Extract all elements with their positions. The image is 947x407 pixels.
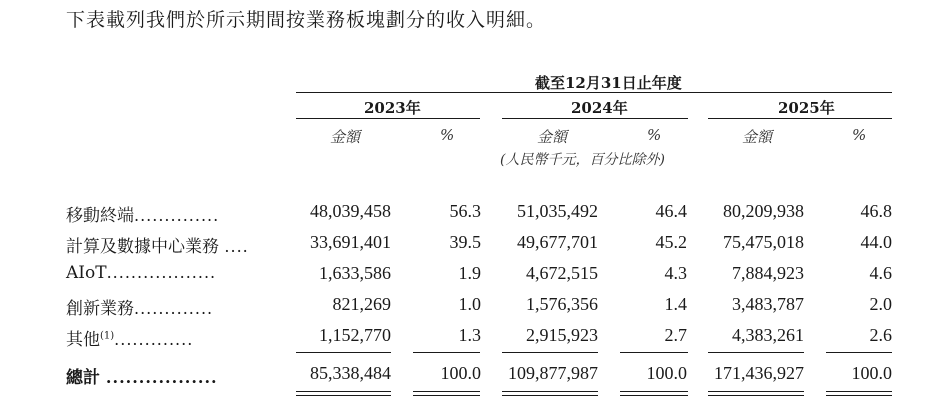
subtotal-rule — [708, 352, 804, 353]
cell: 4.6 — [869, 263, 892, 283]
unit-note: (人民幣千元，百分比除外) — [500, 152, 665, 168]
total-double-rule — [826, 391, 892, 392]
cell: 2.0 — [869, 294, 892, 314]
cell: 1.3 — [458, 325, 481, 345]
total-double-rule — [708, 391, 804, 392]
year-rule-2024 — [502, 118, 688, 119]
row-label-total: 總計 ................. — [66, 368, 218, 388]
subtotal-rule — [826, 352, 892, 353]
year-2024: 2024年 — [571, 99, 628, 117]
pct-header-2024: % — [647, 126, 662, 144]
total-double-rule — [620, 391, 688, 392]
cell: 46.4 — [655, 201, 687, 221]
row-label-mobile: 移動終端.............. — [66, 206, 220, 226]
subtotal-rule — [620, 352, 688, 353]
footnote-marker: (1) — [100, 330, 115, 342]
pct-header-2023: % — [440, 126, 455, 144]
total-double-rule — [502, 391, 598, 392]
cell: 46.8 — [860, 201, 892, 221]
year-rule-2023 — [296, 118, 480, 119]
total-cell: 100.0 — [440, 363, 481, 383]
cell: 51,035,492 — [517, 201, 598, 221]
period-header: 截至12月31日止年度 — [535, 74, 682, 92]
cell: 2.6 — [869, 325, 892, 345]
row-label-compute: 計算及數據中心業務 .... — [66, 237, 249, 257]
total-double-rule — [413, 395, 480, 396]
cell: 4.3 — [664, 263, 687, 283]
row-label-innovation: 創新業務............. — [66, 299, 214, 319]
period-rule — [296, 92, 892, 93]
amount-header-2024: 金額 — [537, 128, 568, 146]
total-cell: 100.0 — [646, 363, 687, 383]
total-cell: 85,338,484 — [310, 363, 391, 383]
intro-text: 下表載列我們於所示期間按業務板塊劃分的收入明細。 — [66, 9, 547, 31]
cell: 2.7 — [664, 325, 687, 345]
cell: 4,672,515 — [526, 263, 598, 283]
cell: 4,383,261 — [732, 325, 804, 345]
total-cell: 171,436,927 — [714, 363, 804, 383]
amount-header-2023: 金額 — [330, 128, 361, 146]
cell: 1.9 — [458, 263, 481, 283]
cell: 80,209,938 — [723, 201, 804, 221]
row-label-aiot: AIoT.................. — [66, 263, 217, 283]
cell: 49,677,701 — [517, 232, 598, 252]
cell: 44.0 — [860, 232, 892, 252]
cell: 2,915,923 — [526, 325, 598, 345]
cell: 48,039,458 — [310, 201, 391, 221]
cell: 1.4 — [664, 294, 687, 314]
subtotal-rule — [413, 352, 480, 353]
cell: 33,691,401 — [310, 232, 391, 252]
cell: 1,576,356 — [526, 294, 598, 314]
cell: 56.3 — [449, 201, 481, 221]
row-label-others: 其他$^{(1)}$............. — [66, 330, 194, 350]
cell: 3,483,787 — [732, 294, 804, 314]
total-cell: 100.0 — [851, 363, 892, 383]
subtotal-rule — [296, 352, 391, 353]
subtotal-rule — [502, 352, 598, 353]
year-rule-2025 — [708, 118, 892, 119]
year-2025: 2025年 — [778, 99, 835, 117]
cell: 821,269 — [332, 294, 391, 314]
cell: 45.2 — [655, 232, 687, 252]
cell: 1,152,770 — [319, 325, 391, 345]
cell: 1.0 — [458, 294, 481, 314]
total-double-rule — [296, 395, 391, 396]
amount-header-2025: 金額 — [742, 128, 773, 146]
cell: 1,633,586 — [319, 263, 391, 283]
total-cell: 109,877,987 — [508, 363, 598, 383]
total-double-rule — [502, 395, 598, 396]
cell: 75,475,018 — [723, 232, 804, 252]
total-double-rule — [413, 391, 480, 392]
cell: 7,884,923 — [732, 263, 804, 283]
total-double-rule — [826, 395, 892, 396]
total-double-rule — [296, 391, 391, 392]
total-double-rule — [620, 395, 688, 396]
pct-header-2025: % — [852, 126, 867, 144]
total-double-rule — [708, 395, 804, 396]
year-2023: 2023年 — [364, 99, 421, 117]
cell: 39.5 — [449, 232, 481, 252]
